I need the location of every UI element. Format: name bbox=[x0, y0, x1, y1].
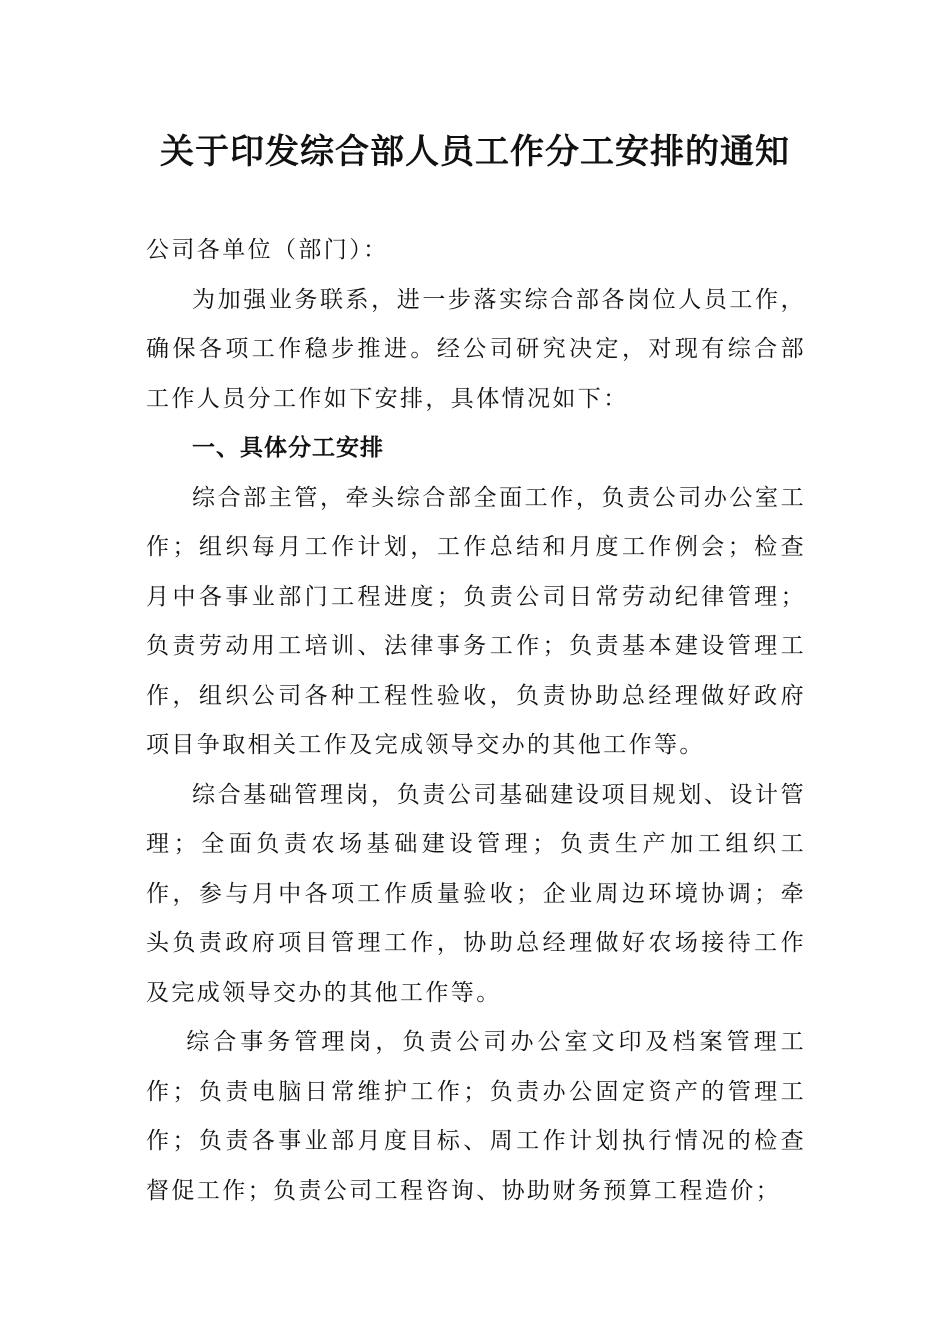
duty-paragraph-infrastructure: 综合基础管理岗，负责公司基础建设项目规划、设计管理；全面负责农场基础建设管理；负责生产加工组织工作，参与月中各项工作质量验收；企业周边环境协调；牵头负责政府项目管理工作，协助总经理做好农场接待工作及完成领导交办的其他工作等。 bbox=[146, 781, 806, 1006]
section-heading: 一、具体分工安排 bbox=[192, 435, 384, 461]
salutation: 公司各单位（部门）： bbox=[146, 237, 389, 263]
duty-paragraph-affairs: 综合事务管理岗，负责公司办公室文印及档案管理工作；负责电脑日常维护工作；负责办公固定资产的管理工作；负责各事业部月度目标、周工作计划执行情况的检查督促工作；负责公司工程咨询、协助财务预算工程造价； bbox=[146, 1029, 806, 1204]
document-title: 关于印发综合部人员工作分工安排的通知 bbox=[160, 132, 790, 172]
duty-paragraph-supervisor: 综合部主管，牵头综合部全面工作，负责公司办公室工作；组织每月工作计划，工作总结和月度工作例会；检查月中各事业部门工程进度；负责公司日常劳动纪律管理；负责劳动用工培训、法律事务工作；负责基本建设管理工作，组织公司各种工程性验收，负责协助总经理做好政府项目争取相关工作及完成领导交办的其他工作等。 bbox=[146, 484, 806, 758]
intro-paragraph: 为加强业务联系，进一步落实综合部各岗位人员工作，确保各项工作稳步推进。经公司研究决定，对现有综合部工作人员分工作如下安排，具体情况如下： bbox=[146, 286, 806, 412]
document-body bbox=[146, 226, 806, 1216]
